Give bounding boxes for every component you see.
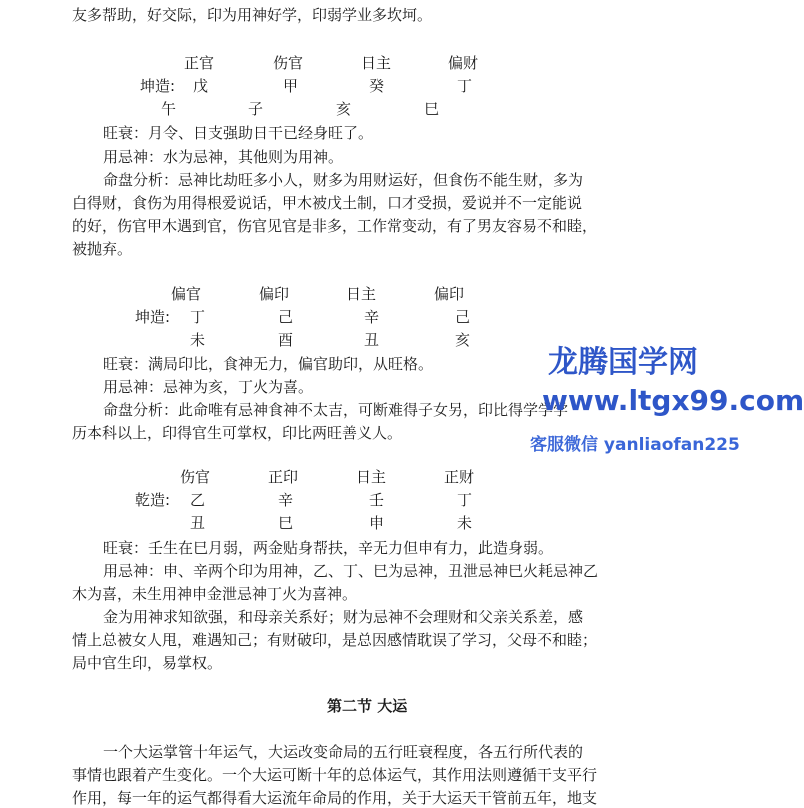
ten-god-label: 伤官 bbox=[273, 54, 304, 72]
heavenly-stem: 己 bbox=[278, 308, 294, 326]
paragraph-line: 作用，每一年的运气都得看大运流年命局的作用，关于大运天干管前五年，地支 bbox=[72, 789, 598, 807]
earthly-branch: 亥 bbox=[455, 331, 471, 349]
paragraph-line: 局中官生印，易掌权。 bbox=[72, 654, 223, 672]
heavenly-stem: 壬 bbox=[369, 491, 385, 509]
heavenly-stem: 癸 bbox=[369, 77, 385, 95]
paragraph-line: 命盘分析：此命唯有忌神食神不太吉，可断难得子女另，印比得学学学 bbox=[103, 401, 569, 419]
chart-gender-label: 坤造: bbox=[135, 308, 171, 326]
chart-gender-label: 乾造: bbox=[135, 491, 171, 509]
ten-god-label: 偏官 bbox=[171, 285, 202, 303]
chart-gender-label: 坤造: bbox=[140, 77, 176, 95]
heavenly-stem: 辛 bbox=[364, 308, 380, 326]
ten-god-label: 正官 bbox=[184, 54, 215, 72]
earthly-branch: 未 bbox=[190, 331, 206, 349]
paragraph-line: 白得财，食伤为用得根爱说话，甲木被戊土制，口才受损，爱说并不一定能说 bbox=[72, 194, 583, 212]
heavenly-stem: 丁 bbox=[190, 308, 206, 326]
earthly-branch: 子 bbox=[248, 100, 264, 118]
heavenly-stem: 戊 bbox=[193, 77, 209, 95]
paragraph-line: 事情也跟着产生变化。一个大运可断十年的总体运气，其作用法则遵循干支平行 bbox=[72, 766, 598, 784]
ten-god-label: 日主 bbox=[346, 285, 377, 303]
earthly-branch: 未 bbox=[457, 514, 473, 532]
earthly-branch: 巳 bbox=[278, 514, 294, 532]
ten-god-label: 偏印 bbox=[434, 285, 465, 303]
earthly-branch: 午 bbox=[161, 100, 177, 118]
watermark-url: www.ltgx99.com bbox=[542, 384, 804, 417]
heavenly-stem: 丁 bbox=[457, 491, 473, 509]
paragraph-line: 情上总被女人甩，难遇知己；有财破印，是总因感情耽误了学习，父母不和睦； bbox=[72, 631, 598, 649]
ten-god-label: 偏财 bbox=[448, 54, 479, 72]
earthly-branch: 巳 bbox=[424, 100, 440, 118]
paragraph-line: 历本科以上，印得官生可掌权，印比两旺善义人。 bbox=[72, 424, 403, 442]
paragraph-line: 一个大运掌管十年运气，大运改变命局的五行旺衰程度，各五行所代表的 bbox=[103, 743, 584, 761]
paragraph-line: 金为用神求知欲强，和母亲关系好；财为忌神不会理财和父亲关系差，感 bbox=[103, 608, 584, 626]
watermark-contact: 客服微信 yanliaofan225 bbox=[530, 435, 740, 455]
paragraph-line: 旺衰：满局印比，食神无力，偏官助印，从旺格。 bbox=[103, 355, 434, 373]
earthly-branch: 丑 bbox=[364, 331, 380, 349]
paragraph-line: 用忌神：申、辛两个印为用神，乙、丁、巳为忌神，丑泄忌神巳火耗忌神乙 bbox=[103, 562, 599, 580]
paragraph-line: 被抛弃。 bbox=[72, 240, 133, 258]
ten-god-label: 正印 bbox=[268, 468, 299, 486]
earthly-branch: 申 bbox=[369, 514, 385, 532]
earthly-branch: 丑 bbox=[190, 514, 206, 532]
paragraph-line: 用忌神：忌神为亥，丁火为喜。 bbox=[103, 378, 314, 396]
heavenly-stem: 乙 bbox=[190, 491, 206, 509]
ten-god-label: 偏印 bbox=[259, 285, 290, 303]
earthly-branch: 酉 bbox=[278, 331, 294, 349]
heavenly-stem: 辛 bbox=[278, 491, 294, 509]
watermark-site-name: 龙腾国学网 bbox=[548, 345, 698, 380]
heavenly-stem: 甲 bbox=[283, 77, 299, 95]
paragraph-line: 用忌神：水为忌神，其他则为用神。 bbox=[103, 148, 344, 166]
paragraph-line: 命盘分析：忌神比劫旺多小人，财多为用财运好，但食伤不能生财，多为 bbox=[103, 171, 584, 189]
ten-god-label: 正财 bbox=[444, 468, 475, 486]
section-heading: 第二节 大运 bbox=[327, 697, 408, 715]
earthly-branch: 亥 bbox=[336, 100, 352, 118]
paragraph-line: 木为喜，未生用神申金泄忌神丁火为喜神。 bbox=[72, 585, 358, 603]
ten-god-label: 日主 bbox=[356, 468, 387, 486]
paragraph-line: 友多帮助，好交际，印为用神好学，印弱学业多坎坷。 bbox=[72, 6, 433, 24]
ten-god-label: 日主 bbox=[361, 54, 392, 72]
paragraph-line: 旺衰：月令、日支强助日干已经身旺了。 bbox=[103, 124, 374, 142]
heavenly-stem: 丁 bbox=[457, 77, 473, 95]
ten-god-label: 伤官 bbox=[180, 468, 211, 486]
paragraph-line: 的好，伤官甲木遇到官，伤官见官是非多，工作常变动，有了男友容易不和睦， bbox=[72, 217, 598, 235]
heavenly-stem: 己 bbox=[455, 308, 471, 326]
paragraph-line: 旺衰：壬生在巳月弱，两金贴身帮扶，辛无力但申有力，此造身弱。 bbox=[103, 539, 554, 557]
